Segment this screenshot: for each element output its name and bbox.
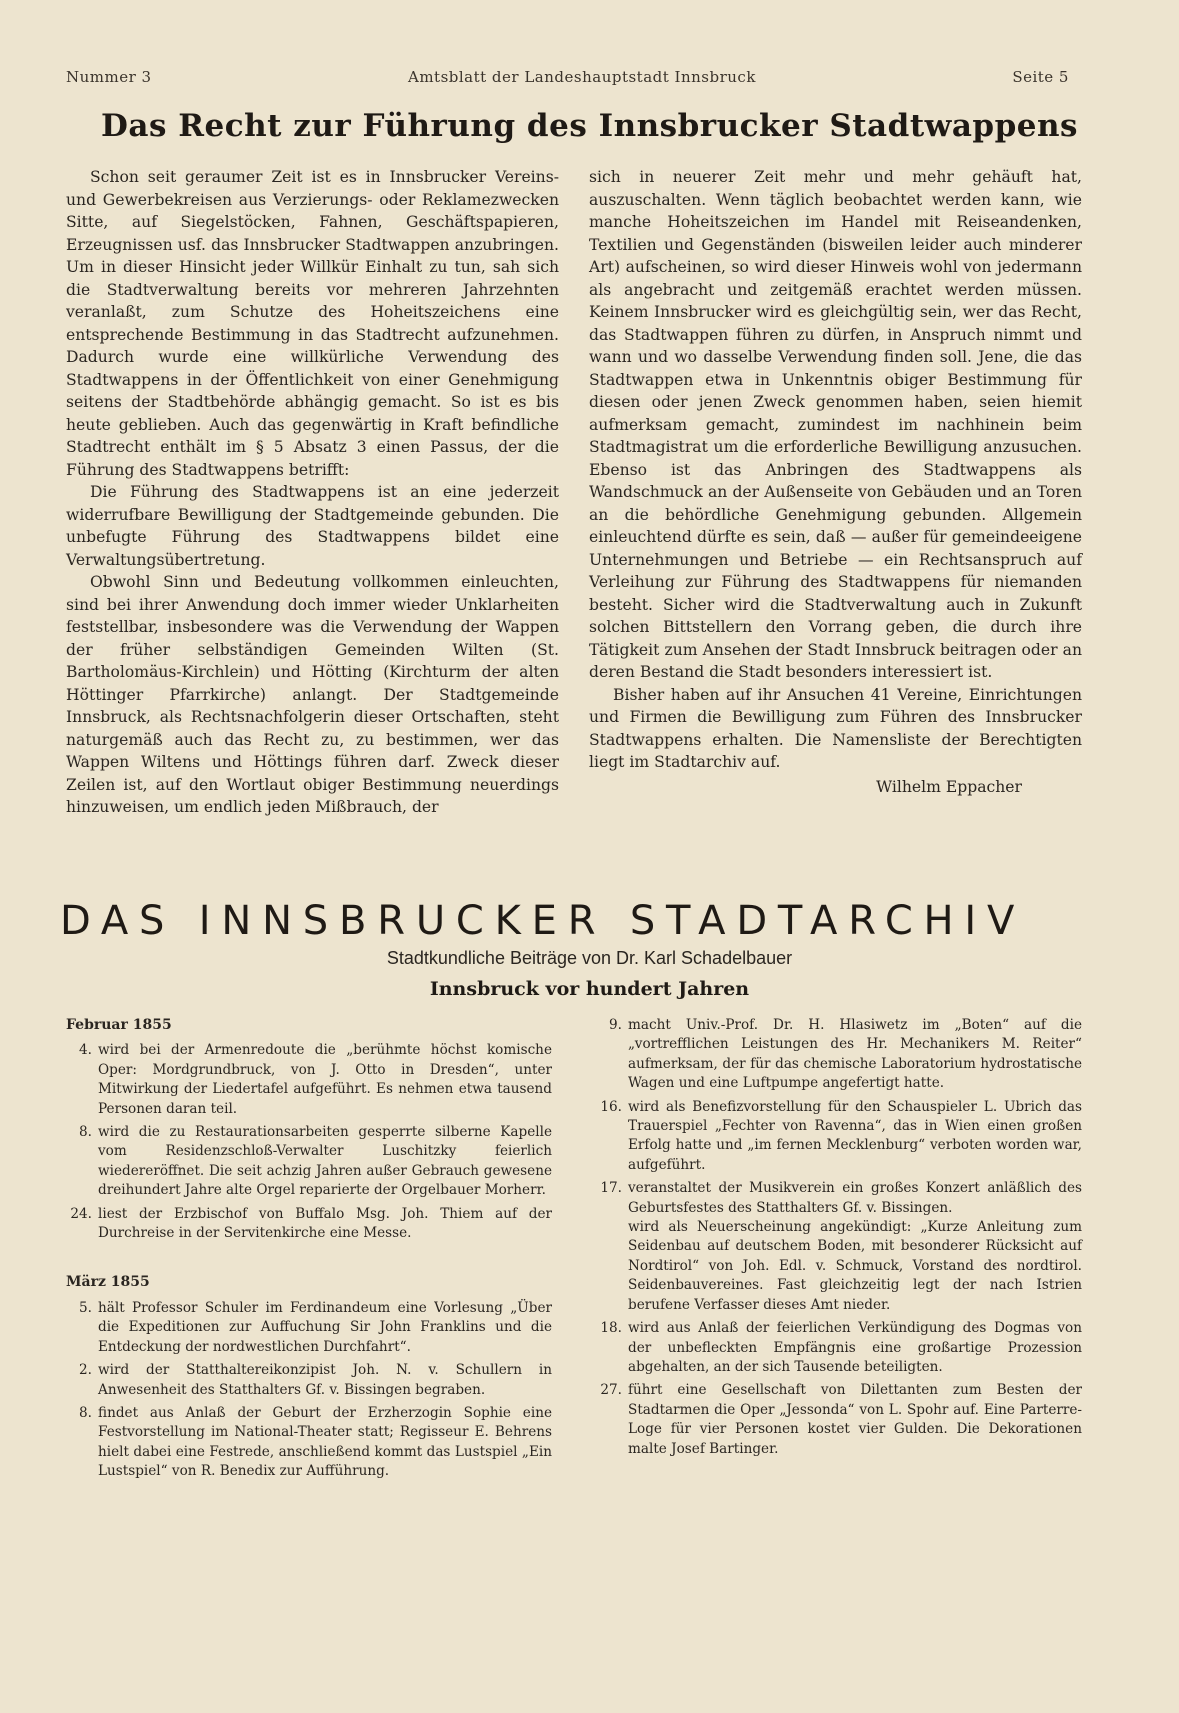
article-author: Wilhelm Eppacher [876, 777, 1022, 796]
month-heading-february: Februar 1855 [66, 1017, 172, 1033]
chronicle-entry [596, 1179, 1082, 1315]
article-paragraph: sich in neuerer Zeit mehr und mehr gehäuft hat, auszuschalten. Wenn täglich beobachtet werden kann, wie manche Hoheitszeichen im Handel mit Reiseandenken, Textilien und Gegenständen (bisweilen leider auch minderer Art) aufscheinen, so wird dieser Hinweis wohl von jedermann als angebracht und zeitgemäß erachtet werden müssen. Keinem Innsbrucker wird es gleichgültig sein, wer das Recht, das Stadtwappen führen zu dürfen, in Anspruch nimmt und wann und wo dasselbe Verwendung finden soll. Jene, die das Stadtwappen etwa in Unkenntnis obiger Bestimmung für diesen oder jenen Zweck genommen haben, seien hiemit aufmerksam gemacht, zumindest im nachhinein beim Stadtmagistrat um die erforderliche Bewilligung anzusuchen. Ebenso ist das Anbringen des Stadtwappens als Wandschmuck an der Außenseite von Gebäuden und an Toren an die behördliche Genehmigung gebunden. Allgemein einleuchtend dürfte es sein, daß — außer für gemeindeeigene Unternehmungen und Betriebe — ein Rechtsanspruch auf Verleihung zur Führung des Stadtwappens für niemanden besteht. Sicher wird die Stadtverwaltung auch in Zukunft solchen Bittstellern den Vorrang geben, die durch ihre Tätigkeit zum Ansehen der Stadt Innsbruck beitragen oder an deren Bestand die Stadt besonders interessiert ist. [589, 168, 1082, 681]
entry-day: 27. [600, 1382, 622, 1399]
entry-text: hält Professor Schuler im Ferdinandeum eine Vorlesung „Über die Expeditionen zur Auffuchung Sir John Franklins und die Entdeckung der nordwestlichen Durchfahrt“. [98, 1299, 552, 1355]
chronicle-entry [596, 1016, 1082, 1094]
entry-paragraph: wird aus Anlaß der feierlichen Verkündigung des Dogmas von der unbefleckten Empfängnis eine großartige Prozession abgehalten, an der sich Tausende beteiligten. [628, 1320, 1082, 1375]
entry-text: liest der Erzbischof von Buffalo Msg. Joh. Thiem auf der Durchreise in der Servitenkirche eine Messe. [98, 1205, 552, 1242]
entry-day: 17. [600, 1180, 622, 1197]
entry-paragraph: veranstaltet der Musikverein ein großes Konzert anläßlich des Geburtsfestes des Statthalters Gf. v. Bissingen. [628, 1180, 1082, 1216]
entry-text: wird die zu Restaurationsarbeiten gesperrte silberne Kapelle vom Residenzschloß-Verwalter Luschitzky feierlich wiedereröffnet. Die seit achzig Jahren außer Gebrauch gewesene dreihundert Jahre alte Orgel reparierte der Orgelbauer Morherr. [98, 1124, 552, 1199]
entry-text: findet aus Anlaß der Geburt der Erzherzogin Sophie eine Festvorstellung im National-Theater statt; Regisseur E. Behrens hielt dabei eine Festrede, anschließend kommt das Lustspiel „Ein Lustspiel“ von R. Benedix zur Aufführung. [98, 1404, 552, 1480]
entry-text [628, 1098, 1082, 1176]
entry-text: wird der Statthaltereikonzipist Joh. N. v. Schullern in Anwesenheit des Statthalters Gf. v. Bissingen begraben. [98, 1362, 552, 1398]
article-title: Das Recht zur Führung des Innsbrucker Stadtwappens [101, 108, 1078, 144]
article-paragraph: Schon seit geraumer Zeit ist es in Innsbrucker Vereins- und Gewerbekreisen aus Verzierungs- oder Reklamezwecken Sitte, auf Siegelstöcken, Fahnen, Geschäftspapieren, Erzeugnissen usf. das Innsbrucker Stadtwappen anzubringen. Um in dieser Hinsicht jeder Willkür Einhalt zu tun, sah sich die Stadtverwaltung bereits vor mehreren Jahrzehnten veranlaßt, zum Schutze des Hoheitszeichens eine entsprechende Bestimmung in das Stadtrecht aufzunehmen. Dadurch wurde eine willkürliche Verwendung des Stadtwappens in der Öffentlichkeit von einer Genehmigung seitens der Stadtbehörde abhängig gemacht. So ist es bis heute geblieben. Auch das gegenwärtig in Kraft befindliche Stadtrecht enthält im § 5 Absatz 3 einen Passus, der die Führung des Stadtwappens betrifft: [66, 168, 559, 479]
chronicle-right-column [596, 1016, 1082, 1696]
chronicle-entry [66, 1361, 552, 1400]
archive-section-title: DAS INNSBRUCKER STADTARCHIV [60, 898, 1026, 944]
article-paragraph: Bisher haben auf ihr Ansuchen 41 Vereine, Einrichtungen und Firmen die Bewilligung zum Führen des Innsbrucker Stadtwappens erhalten. Die Namensliste der Berechtigten liegt im Stadtarchiv auf. [589, 685, 1082, 771]
article-left-column [66, 166, 559, 866]
entry-day: 24. [70, 1205, 92, 1222]
entry-text [628, 1179, 1082, 1315]
issue-number: Nummer 3 [66, 68, 152, 86]
chronicle-entry [66, 1205, 552, 1244]
publication-name: Amtsblatt der Landeshauptstadt Innsbruck [407, 68, 756, 86]
entry-text [628, 1319, 1082, 1377]
entry-paragraph: wird als Benefizvorstellung für den Schauspieler L. Ubrich das Trauerspiel „Fechter von Ravenna“, das in Wien einen großen Erfolg hatte und „im fernen Mecklenburg“ verboten worden war, aufgeführt. [628, 1098, 1082, 1173]
chronicle-left-column [66, 1016, 552, 1696]
chronicle [66, 1016, 1082, 1696]
month-heading-march: März 1855 [66, 1274, 150, 1291]
archive-subhead: Innsbruck vor hundert Jahren [429, 978, 750, 1000]
article-right-column [589, 166, 1082, 866]
article-body [66, 166, 1082, 866]
entry-text [628, 1381, 1082, 1459]
entry-day: 2. [79, 1362, 92, 1379]
entry-day: 16. [600, 1098, 622, 1115]
entry-paragraph: führt eine Gesellschaft von Dilettanten zum Besten der Stadtarmen die Oper „Jessonda“ von L. Spohr auf. Eine Parterre-Loge für vier Personen kostet vier Gulden. Die Dekorationen malte Josef Bartinger. [628, 1382, 1082, 1457]
entry-day: 18. [600, 1320, 622, 1337]
entry-day: 5. [79, 1299, 92, 1316]
chronicle-entry [66, 1123, 552, 1201]
archive-subtitle: Stadtkundliche Beiträge von Dr. Karl Schadelbauer [386, 948, 793, 968]
page-number: Seite 5 [1012, 68, 1069, 86]
chronicle-entry [66, 1041, 552, 1119]
article-paragraph: Obwohl Sinn und Bedeutung vollkommen einleuchten, sind bei ihrer Anwendung doch immer wieder Unklarheiten feststellbar, insbesondere was die Verwendung der Wappen der früher selbständigen Gemeinden Wilten (St. Bartholomäus-Kirchlein) und Hötting (Kirchturm der alten Höttinger Pfarrkirche) anlangt. Der Stadtgemeinde Innsbruck, als Rechtsnachfolgerin dieser Ortschaften, steht naturgemäß auch das Recht zu, zu bestimmen, wer das Wappen Wiltens und Höttings führen darf. Zweck dieser Zeilen ist, auf den Wortlaut obiger Bestimmung neuerdings hinzuweisen, um endlich jeden Mißbrauch, der [66, 573, 559, 816]
entry-day: 4. [79, 1042, 92, 1059]
entry-text [628, 1016, 1082, 1094]
entry-day: 8. [79, 1404, 92, 1421]
chronicle-entry [66, 1299, 552, 1357]
chronicle-entry [596, 1319, 1082, 1377]
entry-text: wird bei der Armenredoute die „berühmte höchst komische Oper: Mordgrundbruck, von J. Otto in Dresden“, unter Mitwirkung der Liedertafel aufgeführt. Es nehmen etwa tausend Personen daran teil. [98, 1042, 552, 1117]
chronicle-entry [596, 1381, 1082, 1459]
entry-paragraph: wird als Neuerscheinung angekündigt: „Kurze Anleitung zum Seidenbau auf deutschem Boden, mit besonderer Rücksicht auf Nordtirol“ von Joh. Edl. v. Schmuck, Vorstand des nordtirol. Seidenbauvereines. Fast gleichzeitig legt der nach Istrien berufene Verfasser dieses Amt nieder. [628, 1219, 1082, 1313]
running-header [66, 68, 1069, 86]
entry-paragraph: macht Univ.-Prof. Dr. H. Hlasiwetz im „Boten“ auf die „vortrefflichen Leistungen des Hr. Mechanikers M. Reiter“ aufmerksam, der für das chemische Laboratorium hydrostatische Wagen und eine Luftpumpe angefertigt hatte. [628, 1017, 1082, 1092]
chronicle-entry [596, 1098, 1082, 1176]
article-quote: Die Führung des Stadtwappens ist an eine jederzeit widerrufbare Bewilligung der Stadtgemeinde gebunden. Die unbefugte Führung des Stadtwappens bildet eine Verwaltungsübertretung. [66, 483, 559, 569]
entry-day: 9. [609, 1017, 622, 1033]
chronicle-entry [66, 1404, 552, 1482]
entry-day: 8. [79, 1124, 92, 1141]
